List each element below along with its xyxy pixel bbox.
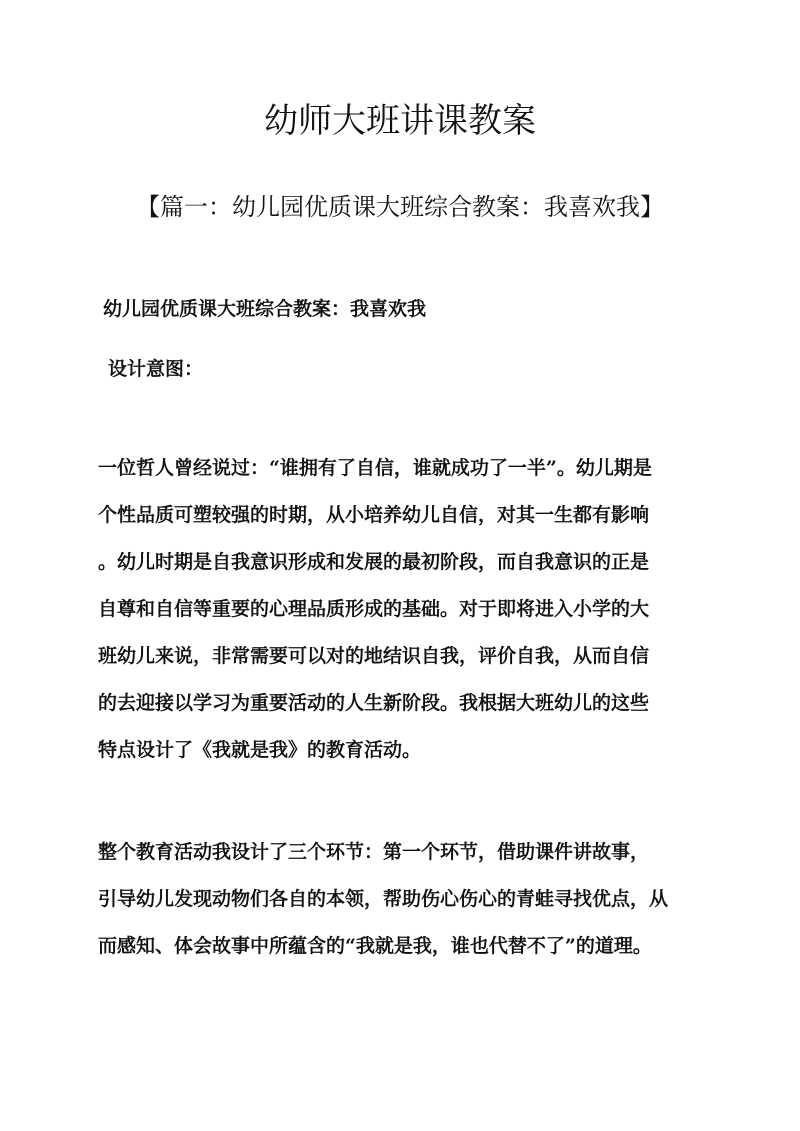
paragraph-line: 。幼儿时期是自我意识形成和发展的最初阶段，而自我意识的正是 — [98, 551, 650, 573]
paragraph-line: 的去迎接以学习为重要活动的人生新阶段。我根据大班幼儿的这些 — [98, 692, 650, 714]
paragraph-line: 自尊和自信等重要的心理品质形成的基础。对于即将进入小学的大 — [98, 598, 650, 620]
paragraph-line: 特点设计了《我就是我》的教育活动。 — [98, 739, 422, 761]
lesson-heading: 幼儿园优质课大班综合教案：我喜欢我 — [103, 298, 427, 320]
paragraph-line: 整个教育活动我设计了三个环节：第一个环节，借助课件讲故事， — [98, 841, 650, 863]
paragraph-line: 引导幼儿发现动物们各自的本领，帮助伤心伤心的青蛙寻找优点，从 — [98, 888, 669, 910]
paragraph-line: 班幼儿来说，非常需要可以对的地结识自我，评价自我，从而自信 — [98, 645, 650, 667]
document-subtitle: 【篇一：幼儿园优质课大班综合教案：我喜欢我】 — [136, 193, 664, 221]
paragraph-line: 而感知、体会故事中所蕴含的“我就是我，谁也代替不了”的道理。 — [98, 935, 652, 957]
document-title: 幼师大班讲课教案 — [264, 101, 536, 141]
paragraph-line: 个性品质可塑较强的时期，从小培养幼儿自信，对其一生都有影响 — [98, 504, 650, 526]
section-label: 设计意图： — [108, 358, 204, 380]
paragraph-line: 一位哲人曾经说过：“谁拥有了自信，谁就成功了一半”。幼儿期是 — [98, 457, 652, 479]
